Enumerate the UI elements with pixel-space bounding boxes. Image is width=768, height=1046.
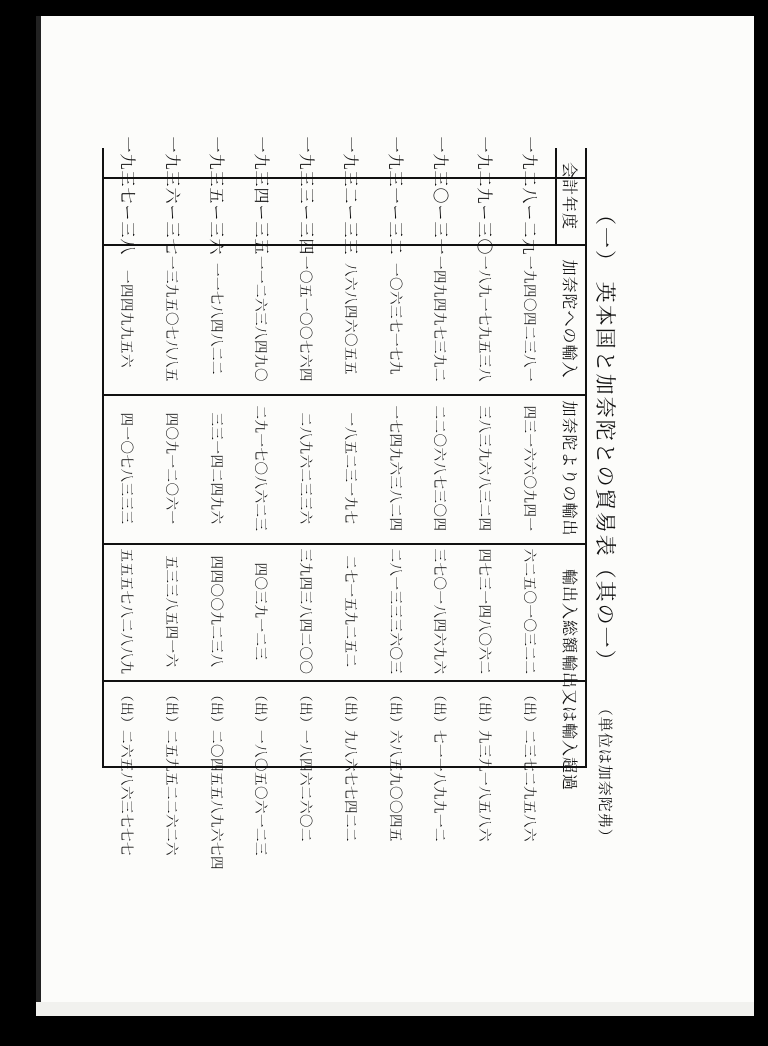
- table-title: [587, 204, 625, 845]
- table-cell-year: 一九三三ー三四: [296, 136, 316, 256]
- table-cell-imports: 一〇五一〇〇七六四: [297, 256, 314, 382]
- header-total: 輸出入総額: [560, 568, 579, 654]
- table-cell-excess: [106, 680, 151, 766]
- table-cell-exports: 三八三九六八三二四: [475, 405, 492, 532]
- table-cell-exports: 三三一四二四九六: [207, 412, 224, 525]
- table-cell-exports: 四〇九一二〇六一: [163, 412, 180, 525]
- table-cell-imports: 一一二六三八四九〇: [252, 256, 269, 382]
- table-cell-total: 三七〇一八四六九六: [431, 548, 448, 675]
- table-cell-exports: 四三一六六〇九四一: [520, 405, 537, 532]
- table-cell-year: 一九二八ー二九: [520, 136, 540, 256]
- table-cell-excess: （出）七一一八九九一二: [431, 688, 448, 842]
- table-cell-exports: 一八五二三一九七: [341, 412, 358, 525]
- table-cell-year: 一九二九ー三〇: [475, 136, 495, 256]
- table-cell-year: 一九三六ー三七: [162, 136, 182, 256]
- table-cell-exports: 二九一七〇八六二三: [252, 405, 269, 532]
- table-cell-total: 六二五〇一〇三二二: [520, 548, 537, 675]
- table-cell-imports: 一四九四九七三九二: [431, 256, 448, 382]
- table-cell-total: 五三三八五四一六: [163, 555, 180, 668]
- trade-table: [102, 136, 587, 842]
- table-title-main: （一） 英本国と加奈陀との貿易表（其の一）: [593, 204, 617, 673]
- table-cell-year: 一九三七ー三八: [117, 136, 137, 256]
- table-cell-exports: 二八九六二三三六: [297, 412, 314, 525]
- table-cell-year: 一九三四ー三五: [251, 136, 271, 256]
- header-exports: 加奈陀よりの輸出: [560, 400, 579, 537]
- table-cell-excess: （出）九三九一八五八六: [475, 688, 492, 842]
- table-cell-excess: [195, 680, 240, 766]
- table-cell-imports: 一八九一七九五三八: [475, 256, 492, 382]
- table-cell-year: 一九三〇ー三一: [430, 136, 450, 256]
- table-cell-imports: 一四四九九五六: [118, 270, 135, 368]
- table-cell-exports: 一七四九六三八二四: [386, 405, 403, 532]
- table-cell-excess: [151, 680, 196, 766]
- table-cell-imports: 一〇六三七一七九: [386, 263, 403, 375]
- table-cell-total: 三九四三八四二〇〇: [297, 548, 314, 675]
- header-excess: 輸出又は輸入超過: [560, 655, 579, 792]
- header-fiscal-year: 会計年度: [560, 161, 579, 230]
- table-cell-total: 二八一三三三六〇三: [386, 548, 403, 675]
- table-cell-year: 一九三五ー三六: [207, 136, 227, 256]
- table-cell-total: 五五五七八二八八九: [118, 548, 135, 675]
- table-cell-exports: 二二〇六八七三〇四: [431, 405, 448, 532]
- table-cell-total: 四四〇〇九二三八: [207, 555, 224, 668]
- table-cell-year: 一九三二ー三三: [341, 136, 361, 256]
- table-cell-exports: 四一〇七八三三三: [118, 412, 135, 525]
- table-cell-excess: （出）九八六七七四二二: [341, 688, 358, 842]
- table-cell-year: 一九三一ー三二: [386, 136, 406, 256]
- table-cell-excess: （出）一八四六二六〇二: [297, 688, 314, 842]
- rotated-table-sheet: [100, 136, 625, 845]
- table-cell-excess: （出）六八五九〇〇四五: [386, 688, 403, 842]
- table-unit-note: （単位は加奈陀弗）: [596, 700, 615, 845]
- table-cell-imports: 一一七八四八二二: [207, 263, 224, 375]
- table-cell-excess: [240, 680, 285, 766]
- table-cell-total: 四七三一四八〇六二: [475, 548, 492, 675]
- table-cell-total: 四〇三九一二三: [252, 562, 269, 661]
- table-cell-imports: 一九四〇四二三八一: [520, 256, 537, 382]
- table-cell-total: 二七一五九二五二: [341, 555, 358, 668]
- table-cell-excess: （出）二三七二九五八六: [520, 688, 537, 842]
- page-shadow-edge: [36, 16, 41, 1016]
- page-bottom-edge: [36, 1002, 754, 1016]
- header-imports: 加奈陀への輸入: [560, 259, 579, 379]
- table-cell-imports: 八六八四六〇五五: [341, 263, 358, 375]
- table-cell-imports: 一三九五〇七八八五: [163, 256, 180, 382]
